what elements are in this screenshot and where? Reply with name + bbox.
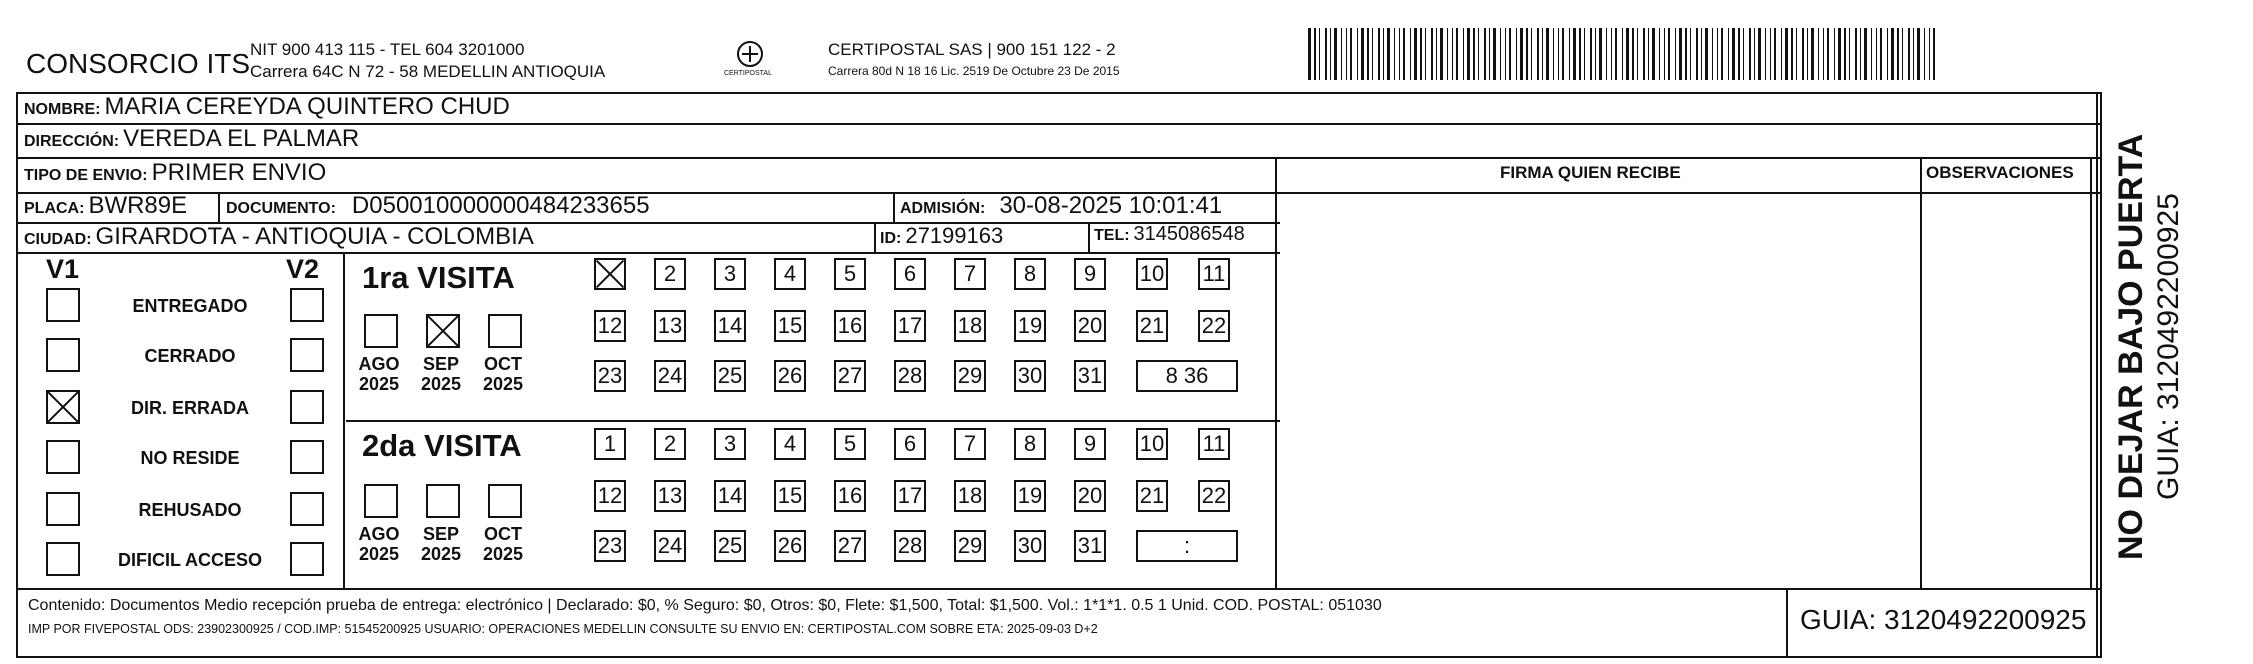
day-box[interactable]: 14 (714, 480, 746, 512)
day-box[interactable]: 31 (1074, 360, 1106, 392)
day-box[interactable]: 31 (1074, 530, 1106, 562)
footer-guia: GUIA: 3120492200925 (1800, 604, 2087, 635)
day-box[interactable]: 25 (714, 530, 746, 562)
day-box[interactable]: 13 (654, 480, 686, 512)
direccion-label: DIRECCIÓN: (24, 133, 120, 150)
day-box[interactable]: 19 (1014, 310, 1046, 342)
id-value: 27199163 (905, 223, 1004, 248)
day-box[interactable]: 2 (654, 258, 686, 290)
day-box[interactable]: 8 (1014, 258, 1046, 290)
admision-row (900, 192, 1222, 220)
month-checkbox[interactable] (364, 484, 398, 518)
day-box[interactable]: 3 (714, 258, 746, 290)
ciudad-row (24, 223, 534, 251)
placa-label: PLACA: (24, 200, 85, 217)
admision-label: ADMISIÓN: (900, 200, 986, 217)
day-box[interactable]: 25 (714, 360, 746, 392)
month-checkbox[interactable] (488, 314, 522, 348)
day-box[interactable]: 22 (1198, 480, 1230, 512)
day-box[interactable]: 14 (714, 310, 746, 342)
day-box[interactable]: 6 (894, 428, 926, 460)
company-address: Carrera 64C N 72 - 58 MEDELLIN ANTIOQUIA (250, 62, 606, 81)
day-box[interactable]: 19 (1014, 480, 1046, 512)
direccion-value: VEREDA EL PALMAR (123, 125, 360, 152)
day-box[interactable]: 17 (894, 480, 926, 512)
v2-checkbox[interactable] (290, 390, 324, 424)
day-box[interactable]: 15 (774, 310, 806, 342)
v2-checkbox[interactable] (290, 492, 324, 526)
day-box[interactable]: 7 (954, 428, 986, 460)
day-box[interactable]: 5 (834, 258, 866, 290)
month-label: AGO 2025 (358, 524, 400, 564)
company-nit: NIT 900 413 115 - TEL 604 3201000 (250, 40, 525, 59)
day-box[interactable]: 13 (654, 310, 686, 342)
v1-checkbox[interactable] (46, 390, 80, 424)
direccion-row (24, 125, 359, 153)
visit2-title: 2da VISITA (362, 428, 522, 463)
day-box[interactable]: 2 (654, 428, 686, 460)
footer-line2: IMP POR FIVEPOSTAL ODS: 23902300925 / COD.IMP: 51545200925 USUARIO: OPERACIONES MEDELLIN CONSULTE SU ENVIO EN: CERTIPOSTAL.COM SOBRE ETA: 2025-09-03 D+2 (28, 622, 1098, 636)
month-checkbox[interactable] (488, 484, 522, 518)
tel-row (1094, 223, 1245, 246)
day-box[interactable]: 27 (834, 360, 866, 392)
v2-checkbox[interactable] (290, 338, 324, 372)
time-box[interactable]: 8 36 (1136, 360, 1238, 392)
placa-row (24, 192, 187, 220)
v1-checkbox[interactable] (46, 492, 80, 526)
day-box[interactable]: 17 (894, 310, 926, 342)
v2-checkbox[interactable] (290, 288, 324, 322)
day-box[interactable]: 7 (954, 258, 986, 290)
day-box[interactable]: 26 (774, 530, 806, 562)
certi-address: Carrera 80d N 18 16 Lic. 2519 De Octubre 23 De 2015 (828, 64, 1120, 78)
day-box[interactable]: 23 (594, 360, 626, 392)
status-option-label: DIR. ERRADA (130, 398, 249, 418)
v2-checkbox[interactable] (290, 440, 324, 474)
day-box[interactable]: 11 (1198, 258, 1230, 290)
tipo-row (24, 159, 326, 187)
day-box[interactable]: 24 (654, 360, 686, 392)
documento-value: D050010000000484233655 (351, 192, 650, 219)
documento-label: DOCUMENTO: (226, 200, 336, 217)
day-box[interactable]: 30 (1014, 530, 1046, 562)
nombre-value: MARIA CEREYDA QUINTERO CHUD (104, 93, 510, 120)
day-box[interactable]: 21 (1136, 480, 1168, 512)
day-box[interactable]: 4 (774, 258, 806, 290)
day-box[interactable]: 4 (774, 428, 806, 460)
v2-header: V2 (286, 254, 320, 284)
day-box[interactable]: 16 (834, 480, 866, 512)
v1-checkbox[interactable] (46, 338, 80, 372)
month-label: SEP 2025 (420, 354, 462, 394)
day-box[interactable]: 10 (1136, 258, 1168, 290)
day-box[interactable] (594, 258, 626, 290)
month-checkbox[interactable] (364, 314, 398, 348)
day-box[interactable]: 28 (894, 530, 926, 562)
day-box[interactable]: 22 (1198, 310, 1230, 342)
month-label: SEP 2025 (420, 524, 462, 564)
status-option-label: DIFICIL ACCESO (117, 550, 262, 570)
day-box[interactable]: 26 (774, 360, 806, 392)
logo-text: CERTIPOSTAL (724, 70, 772, 77)
v2-checkbox[interactable] (290, 542, 324, 576)
placa-value: BWR89E (88, 192, 188, 219)
status-option-label: REHUSADO (138, 500, 242, 520)
barcode (1308, 28, 1938, 80)
day-box[interactable]: 23 (594, 530, 626, 562)
status-option-label: NO RESIDE (140, 448, 240, 468)
day-box[interactable]: 20 (1074, 480, 1106, 512)
day-box[interactable]: 9 (1074, 428, 1106, 460)
day-box[interactable]: 30 (1014, 360, 1046, 392)
day-box[interactable]: 24 (654, 530, 686, 562)
month-label: AGO 2025 (358, 354, 400, 394)
certi-name: CERTIPOSTAL SAS | 900 151 122 - 2 (828, 40, 1116, 59)
tel-value: 3145086548 (1133, 223, 1245, 245)
tipo-label: TIPO DE ENVIO: (24, 167, 148, 184)
day-box[interactable]: 10 (1136, 428, 1168, 460)
day-box[interactable]: 12 (594, 480, 626, 512)
v1-header: V1 (46, 254, 80, 284)
day-box[interactable]: 15 (774, 480, 806, 512)
day-box[interactable]: 9 (1074, 258, 1106, 290)
tel-label: TEL: (1094, 227, 1130, 244)
day-box[interactable]: 18 (954, 310, 986, 342)
day-box[interactable]: 18 (954, 480, 986, 512)
status-option-label: ENTREGADO (132, 296, 248, 316)
day-box[interactable]: 11 (1198, 428, 1230, 460)
side-guia: GUIA: 3120492200925 (2152, 193, 2185, 500)
day-box[interactable]: 29 (954, 360, 986, 392)
nombre-row (24, 93, 510, 121)
month-checkbox[interactable] (426, 484, 460, 518)
day-box[interactable]: 8 (1014, 428, 1046, 460)
visit1-title: 1ra VISITA (362, 260, 515, 295)
firma-header: FIRMA QUIEN RECIBE (1500, 163, 1681, 182)
day-box[interactable]: 21 (1136, 310, 1168, 342)
day-box[interactable]: 16 (834, 310, 866, 342)
month-label: OCT 2025 (482, 354, 524, 394)
day-box[interactable]: 1 (594, 428, 626, 460)
observaciones-header: OBSERVACIONES (1926, 163, 2074, 182)
documento-row (226, 192, 650, 220)
v1-checkbox[interactable] (46, 288, 80, 322)
day-box[interactable]: 3 (714, 428, 746, 460)
admision-value: 30-08-2025 10:01:41 (999, 192, 1223, 219)
day-box[interactable]: 12 (594, 310, 626, 342)
day-box[interactable]: 5 (834, 428, 866, 460)
ciudad-label: CIUDAD: (24, 231, 92, 248)
day-box[interactable]: 27 (834, 530, 866, 562)
day-box[interactable]: 6 (894, 258, 926, 290)
status-option-label: CERRADO (144, 346, 236, 366)
footer-line1: Contenido: Documentos Medio recepción prueba de entrega: electrónico | Declarado: $0, % Seguro: $0, Otros: $0, Flete: $1,500, Total: $1,500. Vol.: 1*1*1. 0.5 1 Unid. COD. POSTAL: 051030 (28, 597, 1382, 614)
tipo-value: PRIMER ENVIO (151, 159, 327, 186)
month-checkbox[interactable] (426, 314, 460, 348)
side-warning: NO DEJAR BAJO PUERTA (2112, 133, 2150, 560)
certipostal-logo (724, 38, 772, 82)
ciudad-value: GIRARDOTA - ANTIOQUIA - COLOMBIA (95, 223, 534, 250)
company-name: CONSORCIO ITS (26, 48, 251, 79)
v1-checkbox[interactable] (46, 542, 80, 576)
day-box[interactable]: 28 (894, 360, 926, 392)
nombre-label: NOMBRE: (24, 101, 101, 118)
id-label: ID: (880, 230, 902, 247)
v1-checkbox[interactable] (46, 440, 80, 474)
day-box[interactable]: 20 (1074, 310, 1106, 342)
day-box[interactable]: 29 (954, 530, 986, 562)
id-row (880, 223, 1003, 249)
time-box[interactable]: : (1136, 530, 1238, 562)
month-label: OCT 2025 (482, 524, 524, 564)
